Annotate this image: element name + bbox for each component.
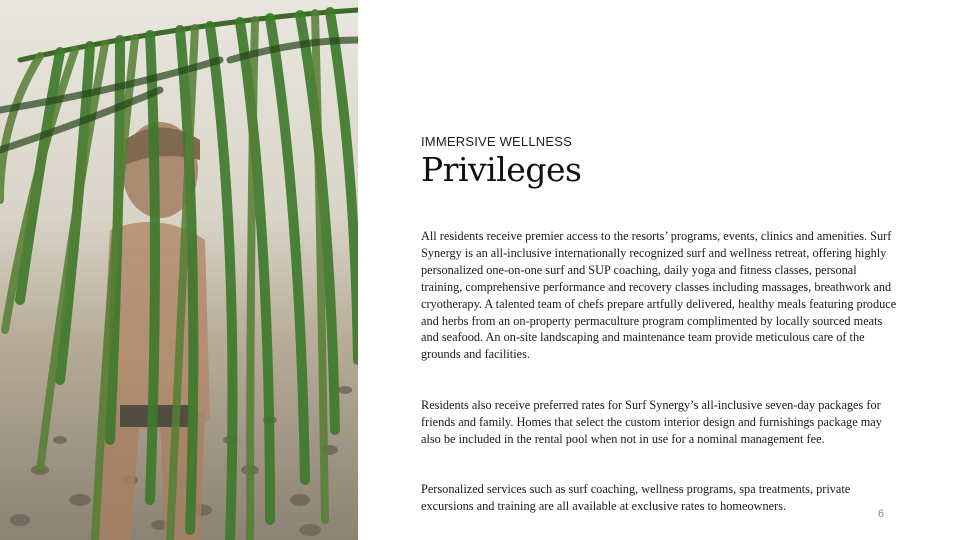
page-number: 6	[878, 508, 885, 520]
section-eyebrow: IMMERSIVE WELLNESS	[421, 134, 572, 149]
content-area	[421, 0, 911, 540]
paragraph-access: All residents receive premier access to the resorts’ programs, events, clinics and amenities. Surf Synergy is an all-inclusive internationally recognized surf and wellness retreat, offering highly personalized one-on-one surf and SUP coaching, daily yoga and fitness classes, personal training, comprehensive performance and recovery classes including massages, breathwork and cryotherapy. A talented team of chefs prepare artfully delivered, healthy meals featuring produce and herbs from an on-property permaculture program complimented by locally sourced meats and seafood. An on-site landscaping and maintenance team provide meticulous care of the grounds and facilities.	[421, 229, 897, 362]
page-title: Privileges	[421, 150, 582, 189]
photo-illustration	[0, 0, 358, 540]
paragraph-rates: Residents also receive preferred rates for Surf Synergy’s all-inclusive seven-day packages for friends and family. Homes that select the custom interior design and furnishings package may also be included in the rental pool when not in use for a nominal management fee.	[421, 398, 882, 446]
palm-frond-photo	[0, 0, 358, 540]
paragraph-services: Personalized services such as surf coaching, wellness programs, spa treatments, private excursions and training are all available at exclusive rates to homeowners.	[421, 482, 851, 513]
